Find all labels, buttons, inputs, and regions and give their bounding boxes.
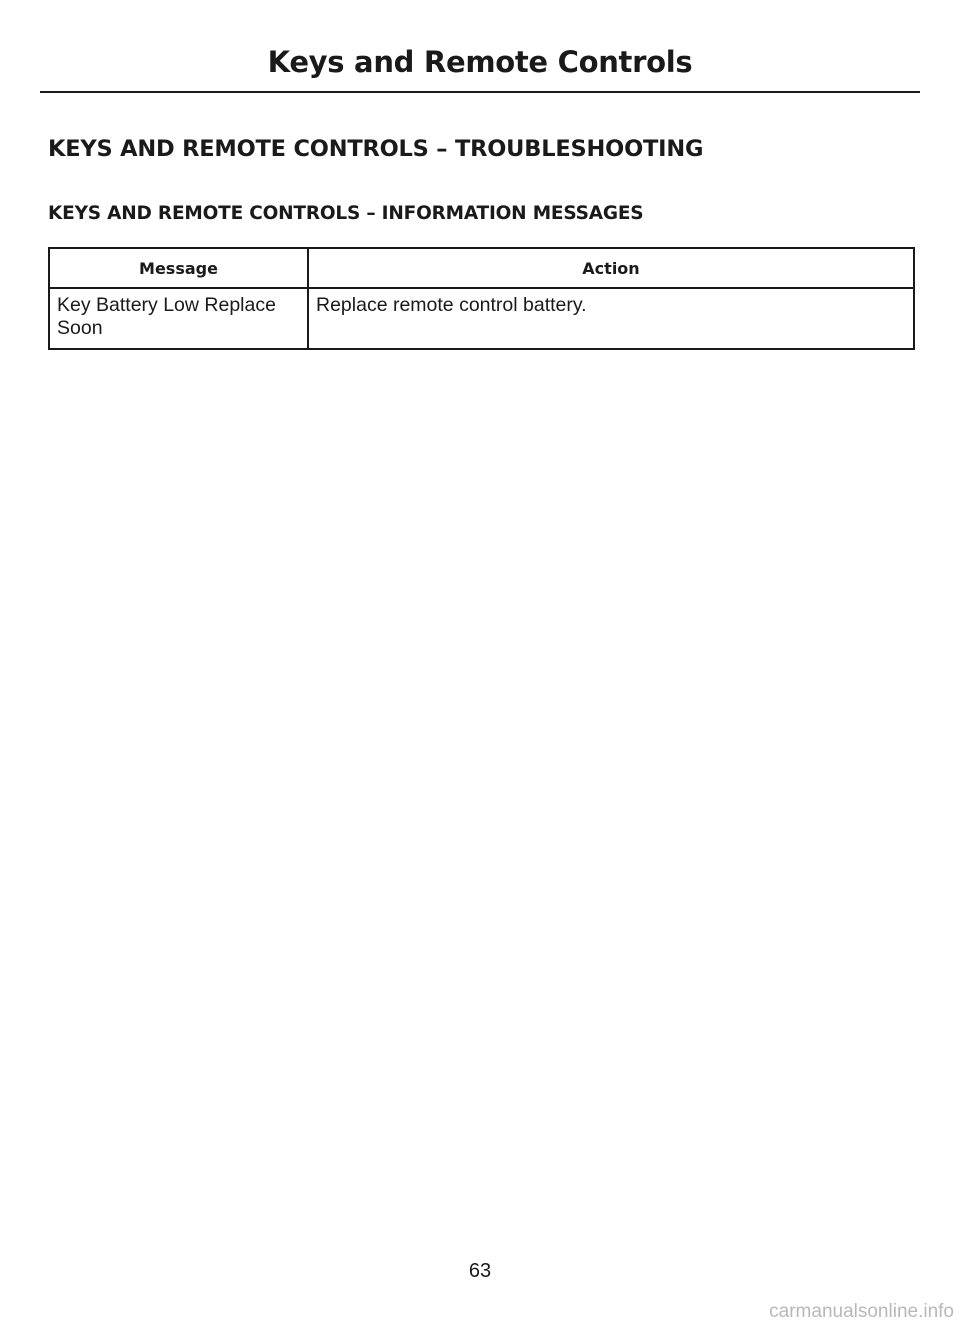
watermark-text: carmanualsonline.info — [769, 1301, 954, 1322]
column-header-action: Action — [308, 248, 914, 288]
message-cell: Key Battery Low Replace Soon — [49, 288, 308, 349]
action-cell: Replace remote control battery. — [308, 288, 914, 349]
page-number: 63 — [468, 1260, 492, 1282]
page-header — [40, 40, 920, 93]
table-row — [49, 288, 914, 349]
subsection-title: KEYS AND REMOTE CONTROLS – INFORMATION MESSAGES — [48, 203, 644, 224]
section-title: KEYS AND REMOTE CONTROLS – TROUBLESHOOTING — [48, 136, 704, 162]
page-title: Keys and Remote Controls — [267, 45, 693, 79]
table-header-row — [49, 248, 914, 288]
information-messages-table — [48, 247, 915, 350]
column-header-message: Message — [49, 248, 308, 288]
